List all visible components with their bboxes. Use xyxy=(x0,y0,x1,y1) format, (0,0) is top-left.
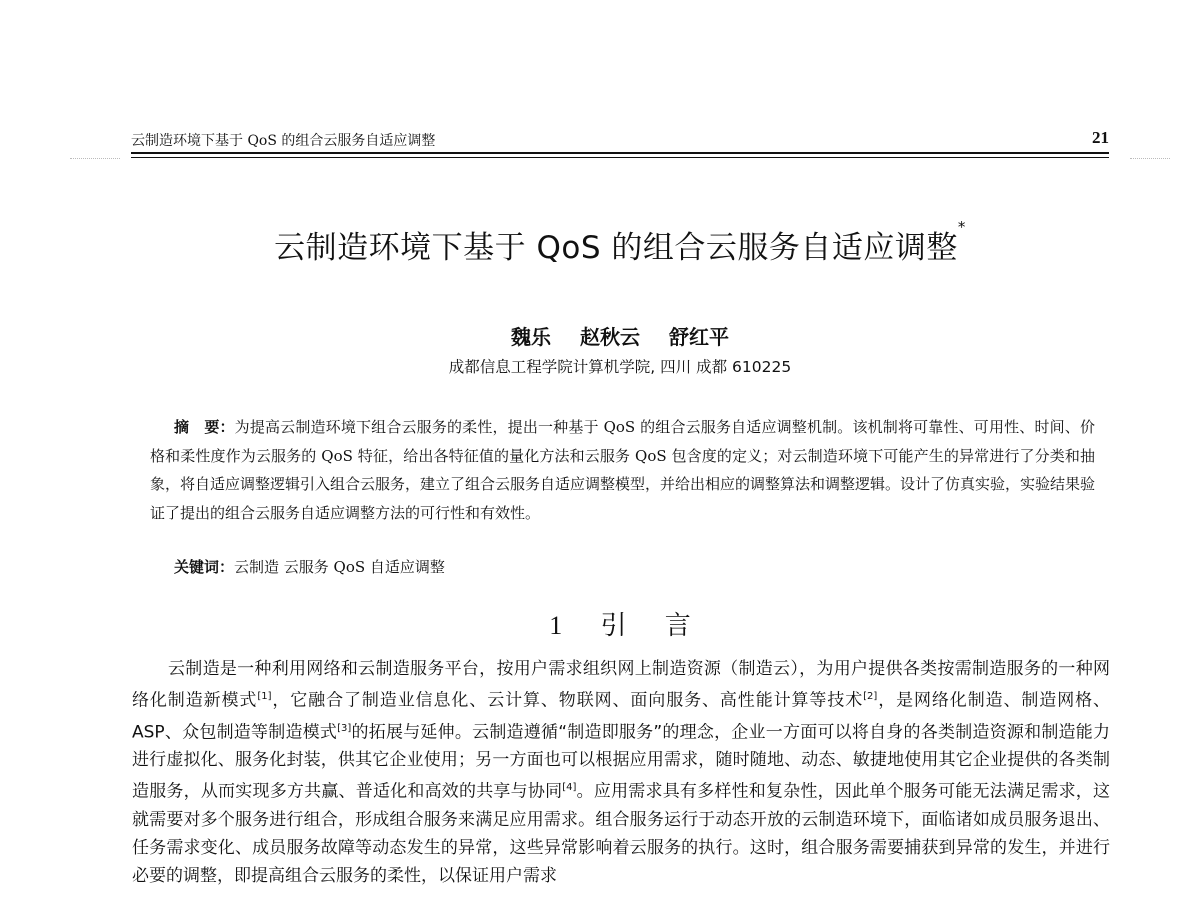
body-text: 云制造是一种利用网络和云制造服务平台，按用户需求组织网上制造资源（制造云），为用户提供各类按需制造服务的一种网络化制造新模式 xyxy=(132,659,1110,711)
body-text: 的拓展与延伸。云制造遵循“制造即服务”的理念，企业一方面可以将自身的各类制造资源和制造能力进行虚拟化、服务化封装，供其它企业使用；另一方面也可以根据应用需求，随时随地、动态、敏捷地使用其它企业提供的各类制造服务，从而实现多方共赢、普适化和高效的共享与协同 xyxy=(132,722,1110,802)
header-rule-thick xyxy=(131,152,1109,154)
abstract-text: 为提高云制造环境下组合云服务的柔性，提出一种基于 QoS 的组合云服务自适应调整机制。该机制将可靠性、可用性、时间、价格和柔性度作为云服务的 QoS 特征，给出各特征值的量化方法和云服务 QoS 包含度的定义；对云制造环境下可能产生的异常进行了分类和抽象，将自适应调整逻辑引入组合云服务，建立了组合云服务自适应调整模型，并给出相应的调整算法和调整逻辑。设计了仿真实验，实验结果验证了提出的组合云服务自适应调整方法的可行性和有效性。 xyxy=(150,418,1096,522)
section-number: 1 xyxy=(549,611,563,640)
title-footnote-mark: * xyxy=(957,218,966,236)
body-text: ，它融合了制造业信息化、云计算、物联网、面向服务、高性能计算等技术 xyxy=(271,690,864,711)
running-title: 云制造环境下基于 QoS 的组合云服务自适应调整 xyxy=(131,133,436,149)
page-number: 21 xyxy=(1092,128,1109,147)
abstract-label: 摘 要： xyxy=(174,418,235,436)
keywords-label: 关键词： xyxy=(174,558,235,576)
keywords-text: 云制造 云服务 QoS 自适应调整 xyxy=(234,558,445,576)
body-paragraph xyxy=(132,655,1110,890)
body-text: 。应用需求具有多样性和复杂性，因此单个服务可能无法满足需求，这就需要对多个服务进行组合，形成组合服务来满足应用需求。组合服务运行于动态开放的云制造环境下，面临诸如成员服务退出、任务需求变化、成员服务故障等动态发生的异常，这些异常影响着云服务的执行。这时，组合服务需要捕获到异常的发生，并进行必要的调整，即提高组合云服务的柔性，以保证用户需求 xyxy=(132,781,1110,886)
section-heading xyxy=(0,605,1200,642)
body-text: ，是网络化制造、制造网格、ASP、众包制造等制造模式 xyxy=(132,690,1111,743)
running-header xyxy=(131,128,1109,150)
citation-ref: [3] xyxy=(337,722,352,734)
keywords xyxy=(174,556,1074,577)
citation-ref: [2] xyxy=(863,691,878,702)
section-title: 引 言 xyxy=(600,611,691,641)
scan-mark-right xyxy=(1130,158,1170,159)
header-rule-thin xyxy=(131,157,1109,158)
scan-mark-left xyxy=(70,158,120,159)
abstract xyxy=(150,413,1095,527)
authors: 魏乐 赵秋云 舒红平 xyxy=(511,325,729,349)
affiliation: 成都信息工程学院计算机学院, 四川 成都 610225 xyxy=(448,358,792,376)
paper-title-text: 云制造环境下基于 QoS 的组合云服务自适应调整 xyxy=(274,230,958,266)
paper-title xyxy=(0,218,1200,267)
citation-ref: [4] xyxy=(562,782,577,794)
citation-ref: [1] xyxy=(257,691,272,702)
